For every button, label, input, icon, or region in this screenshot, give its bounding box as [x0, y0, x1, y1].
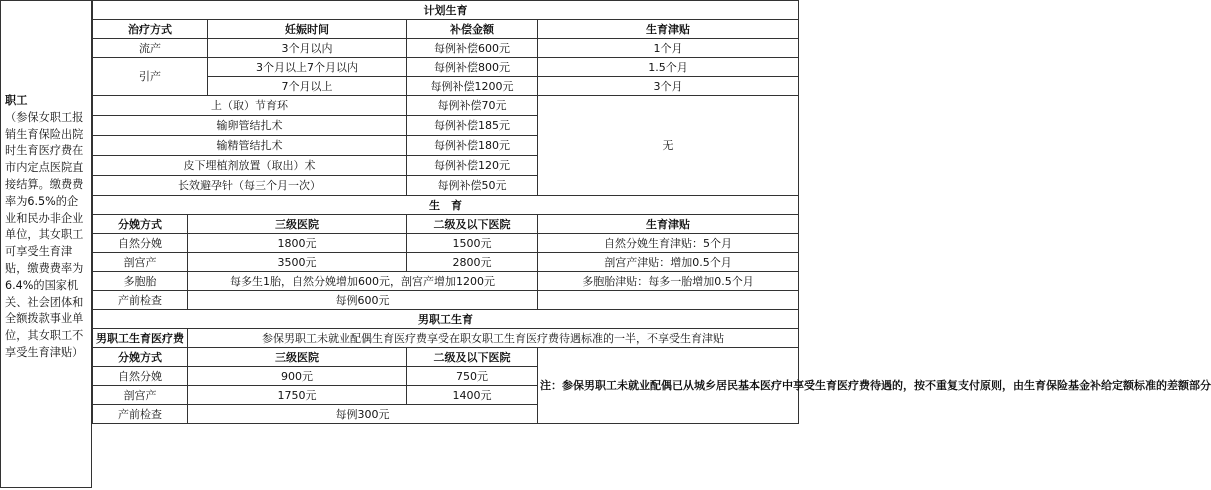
procedure-name: 输卵管结扎术 — [93, 116, 407, 136]
birth-tier3: 1800元 — [188, 234, 407, 253]
sidebar-description: （参保女职工报销生育保险出院时生育医疗费在市内定点医院直接结算。缴费费率为6.5%的企业和民办非企业单位，其女职工可享受生育津贴，缴费费率为6.4%的国家机关、社会团体和全额拨款事业单位，其女职工不享受生育津贴） — [5, 110, 84, 359]
induced-allowance-1: 1.5个月 — [538, 58, 799, 77]
procedure-amount: 每例补偿50元 — [407, 176, 538, 196]
sidebar-employee-column — [0, 0, 92, 488]
male-tier2: 750元 — [407, 367, 538, 386]
header-treatment: 治疗方式 — [93, 20, 208, 39]
abortion-time: 3个月以内 — [208, 39, 407, 58]
procedures-allowance: 无 — [538, 96, 799, 196]
male-method: 自然分娩 — [93, 367, 188, 386]
male-tier3: 900元 — [188, 367, 407, 386]
male-header-tier2: 二级及以下医院 — [407, 348, 538, 367]
abortion-allowance: 1个月 — [538, 39, 799, 58]
section-title-birth: 生 育 — [93, 196, 799, 215]
abortion-label: 流产 — [93, 39, 208, 58]
header-allowance: 生育津贴 — [538, 20, 799, 39]
table-row — [93, 329, 799, 348]
prenatal-amount: 每例600元 — [188, 291, 538, 310]
birth-method: 自然分娩 — [93, 234, 188, 253]
prenatal-empty-cell — [538, 291, 799, 310]
table-row — [93, 39, 799, 58]
induced-amount-1: 每例补偿800元 — [407, 58, 538, 77]
birth-tier2: 1500元 — [407, 234, 538, 253]
birth-method: 剖宫产 — [93, 253, 188, 272]
multiple-amount: 每多生1胎，自然分娩增加600元，剖宫产增加1200元 — [188, 272, 538, 291]
induced-time-2: 7个月以上 — [208, 77, 407, 96]
multiple-method: 多胞胎 — [93, 272, 188, 291]
birth-allowance: 自然分娩生育津贴：5个月 — [538, 234, 799, 253]
section-title-family-planning: 计划生育 — [93, 1, 799, 20]
procedure-amount: 每例补偿185元 — [407, 116, 538, 136]
header-delivery-method: 分娩方式 — [93, 215, 188, 234]
table-row — [93, 96, 799, 116]
sidebar-title: 职工 — [5, 94, 28, 107]
birth-allowance: 剖宫产津贴：增加0.5个月 — [538, 253, 799, 272]
abortion-amount: 每例补偿600元 — [407, 39, 538, 58]
header-birth-allowance: 生育津贴 — [538, 215, 799, 234]
prenatal-method: 产前检查 — [93, 291, 188, 310]
benefits-table — [92, 0, 1211, 424]
male-note: 注：参保男职工未就业配偶已从城乡居民基本医疗中享受生育医疗费待遇的，按不重复支付原则，由生育保险基金补给定额标准的差额部分 — [538, 348, 799, 424]
procedure-amount: 每例补偿70元 — [407, 96, 538, 116]
induced-amount-2: 每例补偿1200元 — [407, 77, 538, 96]
induced-time-1: 3个月以上7个月以内 — [208, 58, 407, 77]
header-tier2-hospital: 二级及以下医院 — [407, 215, 538, 234]
induced-allowance-2: 3个月 — [538, 77, 799, 96]
male-header-method: 分娩方式 — [93, 348, 188, 367]
male-header-tier3: 三级医院 — [188, 348, 407, 367]
table-row — [93, 291, 799, 310]
multiple-allowance: 多胞胎津贴：每多一胎增加0.5个月 — [538, 272, 799, 291]
procedure-name: 皮下埋植剂放置（取出）术 — [93, 156, 407, 176]
procedure-amount: 每例补偿180元 — [407, 136, 538, 156]
male-prenatal-method: 产前检查 — [93, 405, 188, 424]
male-tier2: 1400元 — [407, 386, 538, 405]
sidebar-text-block — [5, 93, 89, 362]
male-medical-label: 男职工生育医疗费 — [93, 329, 188, 348]
birth-tier3: 3500元 — [188, 253, 407, 272]
male-prenatal-amount: 每例300元 — [188, 405, 538, 424]
male-tier3: 1750元 — [188, 386, 407, 405]
table-row — [93, 234, 799, 253]
section-title-male: 男职工生育 — [93, 310, 799, 329]
table-row — [93, 253, 799, 272]
induced-label: 引产 — [93, 58, 208, 96]
birth-tier2: 2800元 — [407, 253, 538, 272]
procedure-name: 长效避孕针（每三个月一次） — [93, 176, 407, 196]
header-pregnancy-time: 妊娠时间 — [208, 20, 407, 39]
table-row — [93, 58, 799, 77]
header-tier3-hospital: 三级医院 — [188, 215, 407, 234]
procedure-name: 输精管结扎术 — [93, 136, 407, 156]
header-compensation: 补偿金额 — [407, 20, 538, 39]
male-method: 剖宫产 — [93, 386, 188, 405]
procedure-name: 上（取）节育环 — [93, 96, 407, 116]
table-row — [93, 272, 799, 291]
procedure-amount: 每例补偿120元 — [407, 156, 538, 176]
male-medical-desc: 参保男职工未就业配偶生育医疗费享受在职女职工生育医疗费待遇标准的一半，不享受生育津贴 — [188, 329, 799, 348]
